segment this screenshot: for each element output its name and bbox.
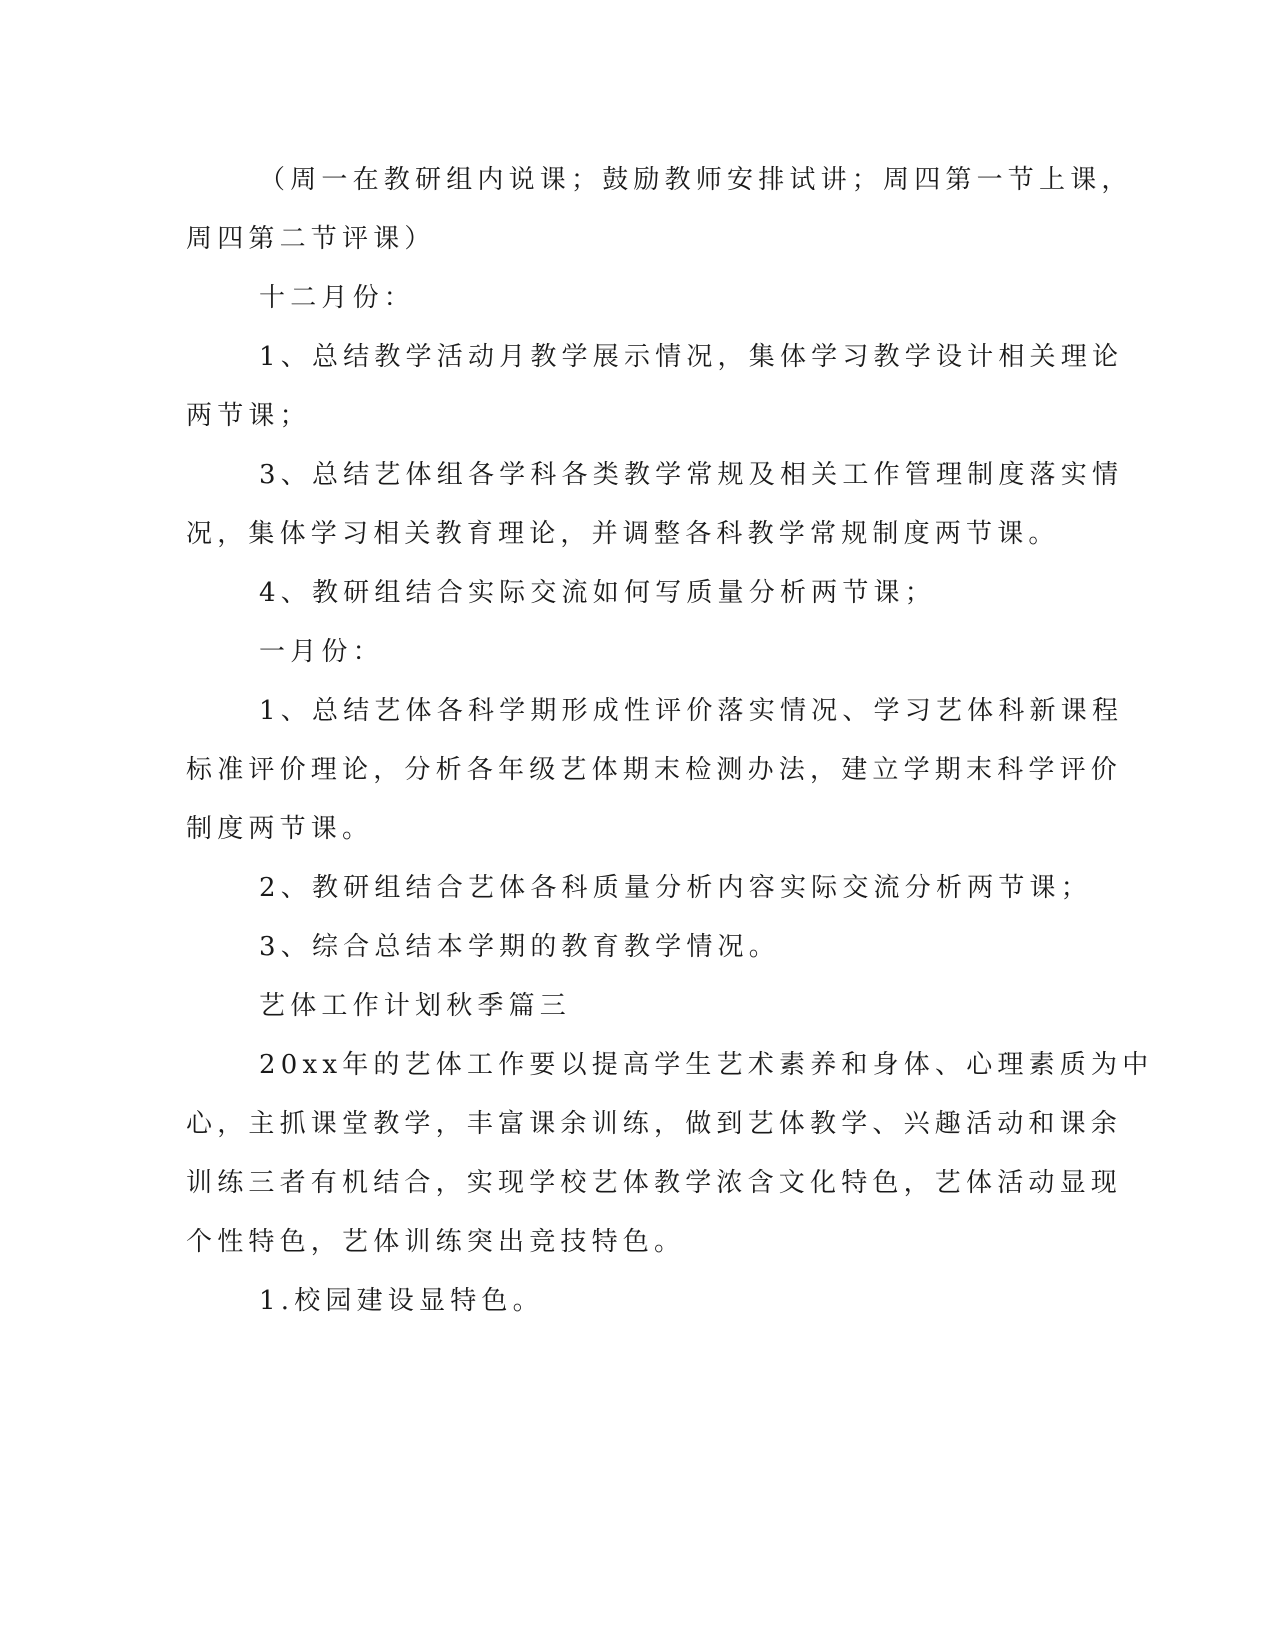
paragraph-line: 况，集体学习相关教育理论，并调整各科教学常规制度两节课。 — [186, 519, 1060, 549]
paragraph-line: 训练三者有机结合，实现学校艺体教学浓含文化特色，艺体活动显现 — [186, 1168, 1123, 1198]
paragraph-line: 4、教研组结合实际交流如何写质量分析两节课； — [259, 578, 936, 608]
subsection-heading: 1.校园建设显特色。 — [259, 1286, 544, 1316]
paragraph-line: （周一在教研组内说课；鼓励教师安排试讲；周四第一节上课， — [259, 165, 1133, 195]
section-heading-january: 一月份： — [259, 637, 384, 667]
section-title: 艺体工作计划秋季篇三 — [259, 991, 572, 1021]
paragraph-line: 3、综合总结本学期的教育教学情况。 — [259, 932, 780, 962]
paragraph-line: 制度两节课。 — [186, 814, 374, 844]
paragraph-line: 3、总结艺体组各学科各类教学常规及相关工作管理制度落实情 — [259, 460, 1124, 490]
paragraph-line: 1、总结艺体各科学期形成性评价落实情况、学习艺体科新课程 — [259, 696, 1124, 726]
paragraph-line: 标准评价理论，分析各年级艺体期末检测办法，建立学期末科学评价 — [186, 755, 1123, 785]
section-heading-december: 十二月份： — [259, 283, 416, 313]
paragraph-line: 周四第二节评课） — [186, 224, 436, 254]
paragraph-line: 心，主抓课堂教学，丰富课余训练，做到艺体教学、兴趣活动和课余 — [186, 1109, 1123, 1139]
paragraph-line: 20xx年的艺体工作要以提高学生艺术素养和身体、心理素质为中 — [259, 1050, 1154, 1080]
paragraph-line: 两节课； — [186, 401, 311, 431]
paragraph-line: 个性特色，艺体训练突出竞技特色。 — [186, 1227, 686, 1257]
paragraph-line: 1、总结教学活动月教学展示情况，集体学习教学设计相关理论 — [259, 342, 1124, 372]
paragraph-line: 2、教研组结合艺体各科质量分析内容实际交流分析两节课； — [259, 873, 1092, 903]
